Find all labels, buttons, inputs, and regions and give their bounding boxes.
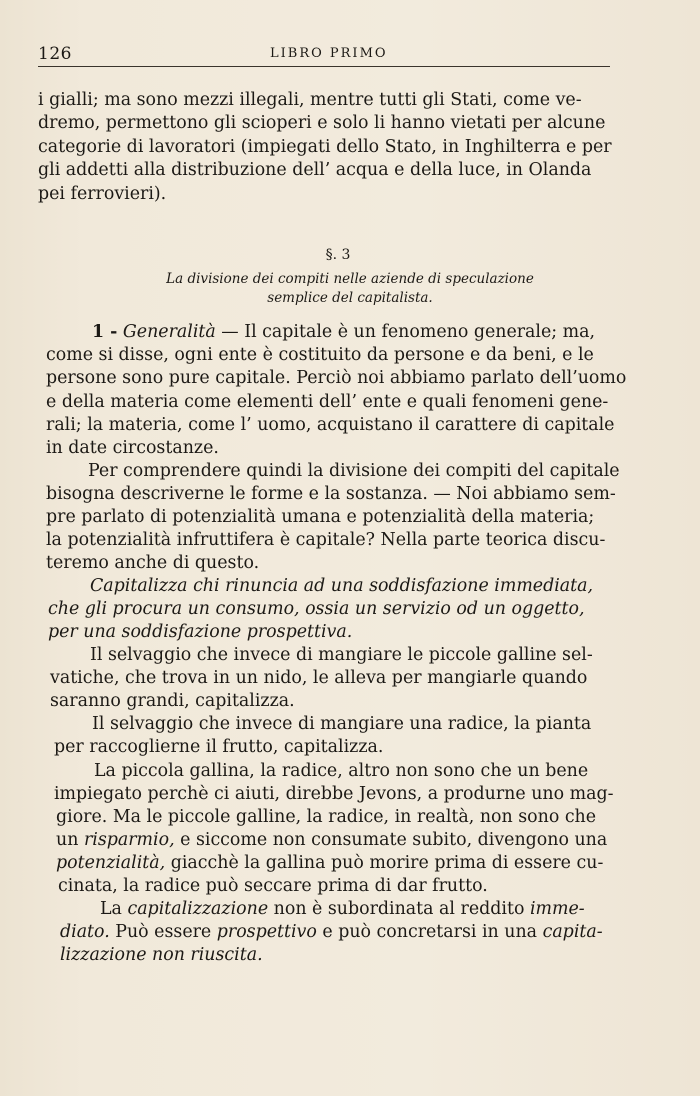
text-line: La piccola gallina, la radice, altro non sono che un bene (94, 761, 589, 781)
mixed-line (100, 898, 585, 920)
text-line: la potenzialità infruttifera è capitale? Nella parte teorica discu- (46, 530, 606, 550)
italic-run: imme- (529, 899, 585, 919)
text-line: come si disse, ogni ente è costituito da persone e da beni, e le (46, 345, 594, 365)
text-line: cinata, la radice può seccare prima di dar frutto. (58, 876, 488, 896)
italic-run: capitalizzazione (127, 899, 269, 919)
mixed-line (56, 829, 607, 851)
text-line: teremo anche di questo. (46, 553, 260, 573)
text-run: non è subordinata al reddito (268, 899, 530, 919)
text-line: dremo, permettono gli scioperi e solo li hanno vietati per alcune (38, 113, 606, 133)
section-title: semplice del capitalista. (267, 290, 433, 306)
text-run: giacchè la gallina può morire prima di essere cu- (165, 853, 604, 873)
mixed-line (60, 921, 603, 943)
page-number: 126 (38, 44, 72, 64)
text-line: rali; la materia, come l’ uomo, acquistano il carattere di capitale (46, 415, 615, 435)
text-line: impiegato perchè ci aiuti, direbbe Jevons, a produrne uno mag- (54, 784, 614, 804)
text-line: i gialli; ma sono mezzi illegali, mentre tutti gli Stati, come ve- (38, 90, 582, 110)
italic-line: lizzazione non riuscita. (60, 945, 263, 965)
italic-run: capita- (542, 922, 603, 942)
text-line: pre parlato di potenzialità umana e potenzialità della materia; (46, 507, 595, 527)
text-line: e della materia come elementi dell’ ente e quali fenomeni gene- (46, 392, 609, 412)
text-run: e può concretarsi in una (316, 922, 543, 942)
text-line: gli addetti alla distribuzione dell’ acqua e della luce, in Olanda (38, 160, 592, 180)
text-run: un (56, 830, 84, 850)
text-run: Può essere (109, 922, 217, 942)
section-number: §. 3 (325, 247, 351, 263)
text-run: e siccome non consumate subito, divengono una (174, 830, 608, 850)
italic-run: prospettivo (216, 922, 317, 942)
text-line: Il selvaggio che invece di mangiare le piccole galline sel- (90, 645, 593, 665)
running-head (38, 44, 610, 66)
italic-line: Capitalizza chi rinuncia ad una soddisfazione immediata, (90, 576, 594, 596)
section-title: La divisione dei compiti nelle aziende di speculazione (166, 271, 534, 287)
text-line: per raccoglierne il frutto, capitalizza. (54, 737, 384, 757)
paragraph-first-line (92, 321, 595, 343)
text-line: Il selvaggio che invece di mangiare una radice, la pianta (92, 714, 592, 734)
header-rule (38, 66, 610, 67)
text-line: saranno grandi, capitalizza. (50, 691, 295, 711)
running-title: LIBRO PRIMO (270, 46, 388, 61)
italic-run: diato. (60, 922, 110, 942)
text-run: — Il capitale è un fenomeno generale; ma, (221, 322, 596, 342)
text-line: giore. Ma le piccole galline, la radice, in realtà, non sono che (56, 807, 597, 827)
text-run: La (100, 899, 128, 919)
text-line: bisogna descriverne le forme e la sostanza. — Noi abbiamo sem- (46, 484, 616, 504)
text-line: Per comprendere quindi la divisione dei compiti del capitale (88, 461, 620, 481)
text-line: persone sono pure capitale. Perciò noi abbiamo parlato dell’uomo (46, 368, 627, 388)
italic-run: risparmio, (83, 830, 175, 850)
paragraph-number: 1 - (92, 322, 118, 342)
text-line: vatiche, che trova in un nido, le alleva per mangiarle quando (50, 668, 588, 688)
text-line: categorie di lavoratori (impiegati dello Stato, in Inghilterra e per (38, 137, 612, 157)
italic-run: potenzialità, (56, 853, 166, 873)
paragraph-heading: Generalità (122, 322, 216, 342)
italic-line: che gli procura un consumo, ossia un servizio od un oggetto, (48, 599, 585, 619)
mixed-line (56, 852, 603, 874)
text-line: in date circostanze. (46, 438, 219, 458)
text-line: pei ferrovieri). (38, 184, 167, 204)
italic-line: per una soddisfazione prospettiva. (48, 622, 353, 642)
